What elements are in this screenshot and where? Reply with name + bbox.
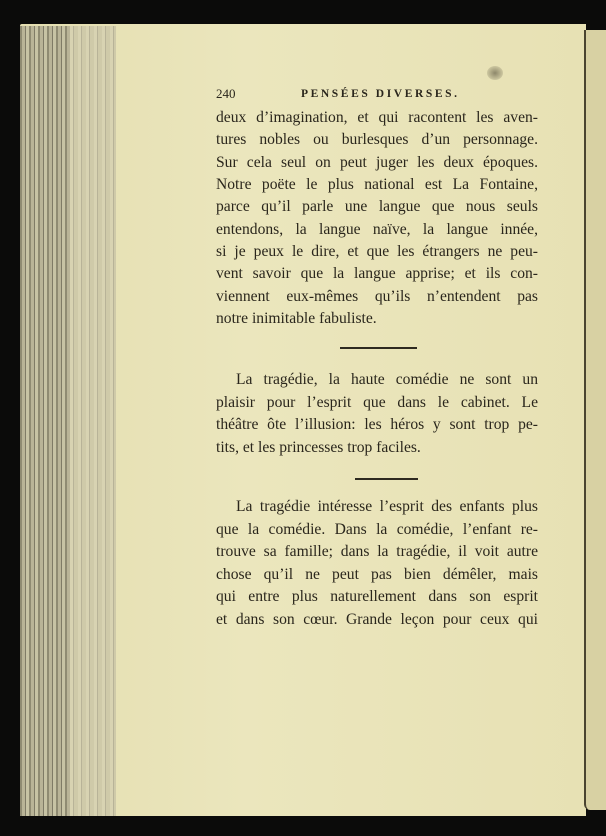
text-line: qui entre plus naturellement dans son esprit [216, 588, 538, 605]
text-line: entendons, la langue naïve, la langue innée, [216, 220, 538, 238]
text-line: tits, et les princesses trop faciles. [216, 438, 421, 456]
text-line: trouve sa famille; dans la tragédie, il voit autre [216, 543, 538, 560]
paper-stain [487, 66, 503, 80]
text-line: chose qu’il ne peut pas bien démêler, mais [216, 565, 538, 583]
text-line: que la comédie. Dans la comédie, l’enfant re- [216, 520, 538, 538]
section-divider [355, 478, 418, 480]
text-line: La tragédie, la haute comédie ne sont un [236, 371, 538, 388]
text-line: plaisir pour l’esprit que dans le cabinet. Le [216, 393, 538, 411]
text-line: vent savoir que la langue apprise; et ils con- [216, 265, 538, 282]
running-title: PENSÉES DIVERSES. [301, 88, 460, 100]
text-line: et dans son cœur. Grande leçon pour ceux qui [216, 610, 538, 628]
text-line: Notre poëte le plus national est La Fontaine, [216, 176, 538, 193]
text-line: théâtre ôte l’illusion: les héros y sont trop pe- [216, 416, 538, 433]
section-divider [340, 347, 417, 349]
text-line: si je peux le dire, et que les étrangers ne peu- [216, 243, 538, 260]
page-stack-edge [20, 26, 116, 816]
text-line: parce qu’il parle une langue que nous seuls [216, 198, 538, 215]
page-number: 240 [216, 86, 236, 101]
facing-page-edge [584, 30, 606, 810]
text-line: tures nobles ou burlesques d’un personnage. [216, 131, 538, 148]
text-line: La tragédie intéresse l’esprit des enfants plus [236, 498, 538, 515]
text-line: viennent eux-mêmes qu’ils n’entendent pas [216, 287, 538, 305]
text-line: Sur cela seul on peut juger les deux époques. [216, 153, 538, 171]
text-line: notre inimitable fabuliste. [216, 310, 377, 327]
text-line: deux d’imagination, et qui racontent les aven- [216, 109, 538, 126]
